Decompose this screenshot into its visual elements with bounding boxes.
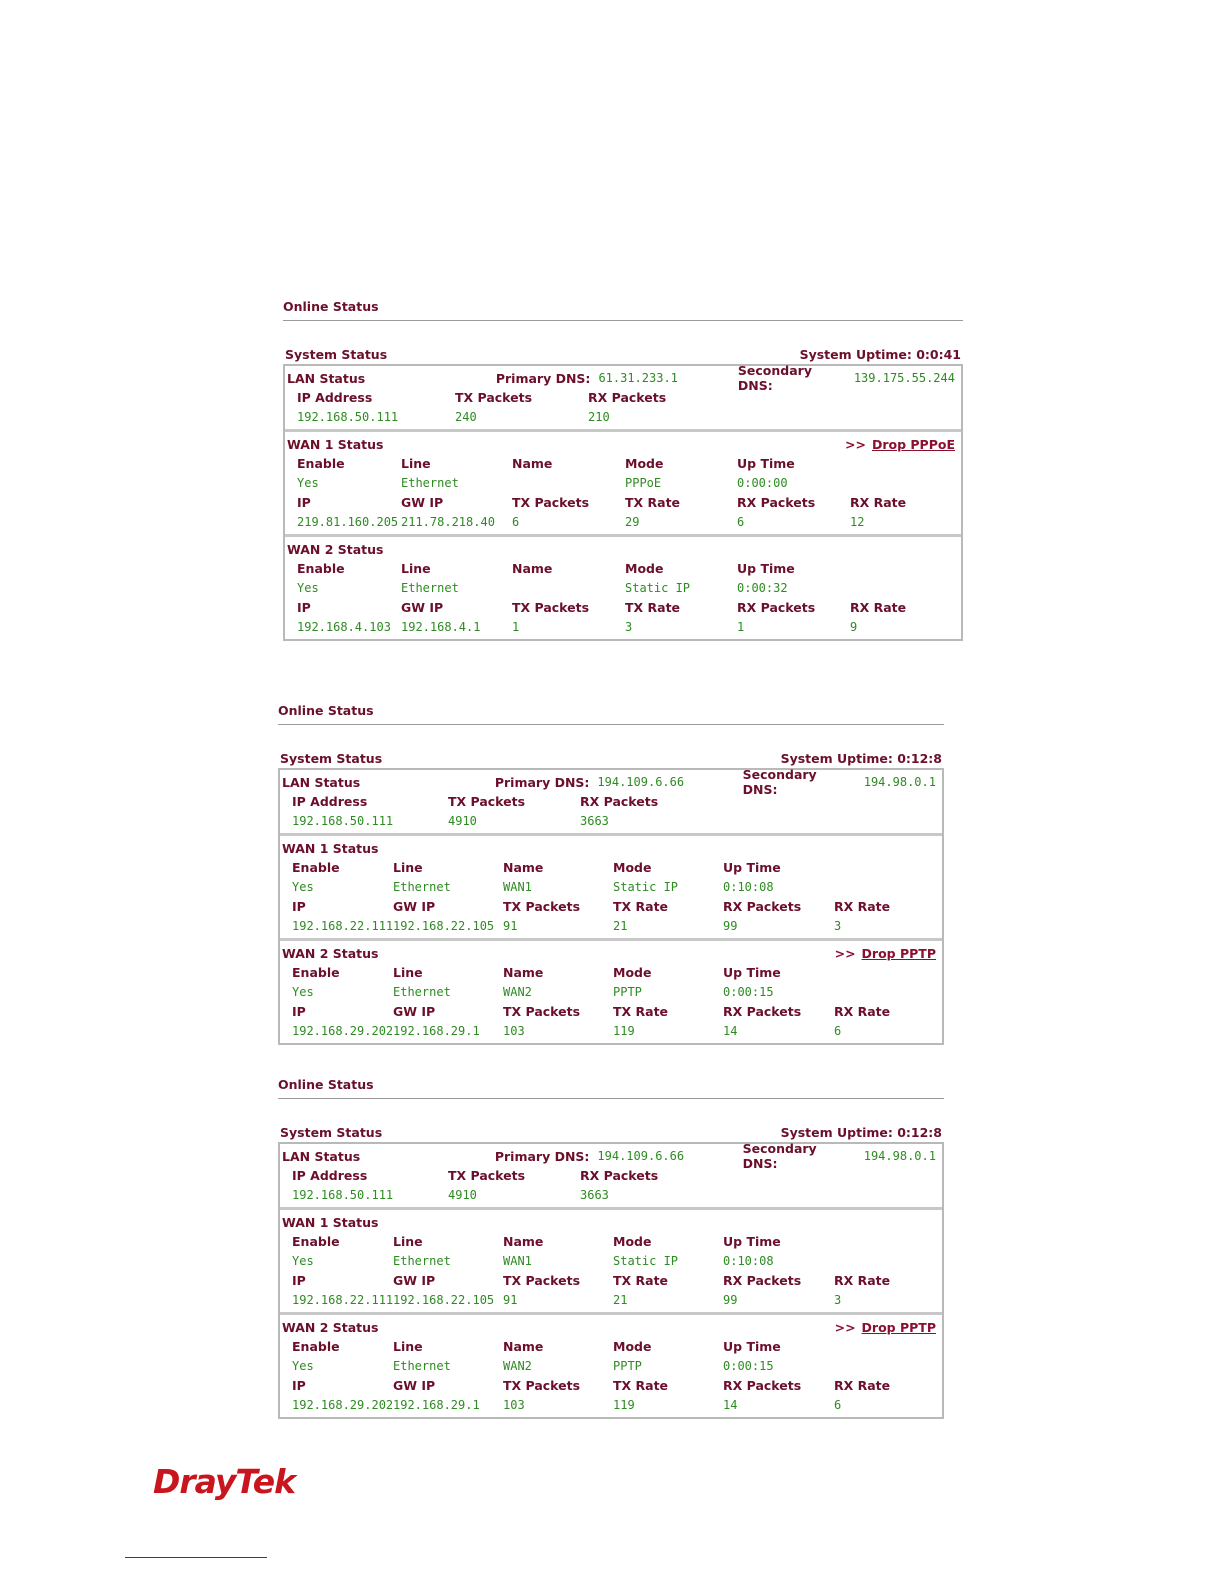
system-uptime: System Uptime: 0:12:8	[780, 1125, 942, 1140]
wan-header-rx-packets: RX Packets	[737, 600, 816, 615]
draytek-logo: DrayTek	[153, 1462, 296, 1501]
wan-value-name: WAN1	[503, 1253, 532, 1268]
wan-header-up-time: Up Time	[723, 965, 781, 980]
wan-value-rx-packets: 1	[737, 619, 745, 634]
wan-header-tx-packets: TX Packets	[503, 1004, 581, 1019]
wan1-status-section	[280, 833, 942, 938]
lan-status-title: LAN Status	[287, 370, 366, 386]
lan-status-title: LAN Status	[282, 1148, 361, 1164]
lan-value-tx-packets: 4910	[448, 813, 477, 828]
wan-header-mode: Mode	[625, 456, 664, 471]
wan-value-blank	[850, 474, 950, 494]
lan-status-table	[280, 792, 942, 831]
wan-status-header	[280, 838, 942, 858]
wan-header-up-time: Up Time	[737, 561, 795, 576]
wan-header-gw-ip: GW IP	[401, 600, 444, 615]
wan-header-up-time: Up Time	[723, 1339, 781, 1354]
wan-header-rx-packets: RX Packets	[723, 1004, 802, 1019]
wan-header-blank	[850, 559, 950, 579]
wan-header-rx-rate: RX Rate	[834, 1378, 891, 1393]
wan-header-ip: IP	[297, 600, 311, 615]
wan-value-ip: 192.168.29.202	[292, 1023, 394, 1038]
wan-value-rx-packets: 14	[723, 1397, 738, 1412]
lan-status-section	[285, 363, 961, 429]
secondary-dns-label: Secondary DNS:	[742, 767, 817, 797]
wan-header-tx-rate: TX Rate	[613, 899, 669, 914]
secondary-dns-label: Secondary DNS:	[742, 1141, 817, 1171]
wan-header-mode: Mode	[613, 860, 652, 875]
wan-value-blank	[834, 1252, 934, 1272]
wan-header-ip: IP	[297, 495, 311, 510]
wan-value-enable: Yes	[297, 475, 319, 490]
system-uptime: System Uptime: 0:12:8	[780, 751, 942, 766]
wan-header-tx-packets: TX Packets	[503, 1273, 581, 1288]
primary-dns-label: Primary DNS:	[494, 1148, 590, 1164]
wan-header-tx-rate: TX Rate	[625, 600, 681, 615]
wan-header-mode: Mode	[613, 965, 652, 980]
wan-value-tx-packets: 1	[512, 619, 520, 634]
wan-value-tx-rate: 21	[613, 1292, 628, 1307]
wan-value-tx-packets: 103	[503, 1023, 525, 1038]
double-chevron-right-icon: >>	[834, 945, 856, 961]
lan-header-rx-packets: RX Packets	[588, 390, 667, 405]
wan-value-enable: Yes	[297, 580, 319, 595]
drop-connection-label[interactable]: Drop PPTP	[861, 1319, 936, 1335]
wan-header-up-time: Up Time	[723, 860, 781, 875]
status-box	[283, 364, 963, 641]
drop-connection-link	[930, 841, 936, 856]
wan-header-enable: Enable	[297, 561, 345, 576]
lan-status-header	[280, 767, 942, 797]
wan-header-enable: Enable	[292, 965, 340, 980]
wan-value-blank	[850, 579, 950, 599]
panel-title: Online Status	[278, 703, 944, 725]
wan-value-ip: 192.168.4.103	[297, 619, 391, 634]
lan-value-tx-packets: 240	[455, 409, 477, 424]
status-box	[278, 768, 944, 1045]
system-status-label: System Status	[280, 751, 383, 766]
wan-status-title: WAN 2 Status	[282, 945, 379, 961]
wan-value-rx-rate: 3	[834, 918, 842, 933]
wan-value-mode: PPPoE	[625, 475, 662, 490]
wan-status-header	[285, 434, 961, 454]
wan-header-enable: Enable	[297, 456, 345, 471]
wan-value-rx-rate: 12	[850, 514, 865, 529]
drop-connection-link[interactable]	[835, 946, 936, 961]
primary-dns-value: 194.109.6.66	[597, 775, 685, 789]
wan-value-rx-packets: 14	[723, 1023, 738, 1038]
wan-value-up-time: 0:10:08	[723, 1253, 774, 1268]
wan-value-gw-ip: 192.168.4.1	[401, 619, 481, 634]
wan-header-rx-rate: RX Rate	[850, 495, 907, 510]
wan-value-name: WAN2	[503, 984, 532, 999]
online-status-panel	[278, 1077, 944, 1419]
wan-header-line: Line	[393, 965, 423, 980]
panel-title: Online Status	[278, 1077, 944, 1099]
wan-header-blank	[834, 1337, 934, 1357]
wan-header-gw-ip: GW IP	[393, 1273, 436, 1288]
wan-header-line: Line	[401, 561, 431, 576]
wan-value-tx-rate: 119	[613, 1023, 635, 1038]
system-uptime: System Uptime: 0:0:41	[799, 347, 961, 362]
panel-title: Online Status	[283, 299, 963, 321]
wan-value-ip: 192.168.22.111	[292, 1292, 394, 1307]
wan-value-up-time: 0:00:15	[723, 984, 774, 999]
online-status-panel	[283, 299, 963, 641]
wan-header-ip: IP	[292, 899, 306, 914]
secondary-dns-value: 194.98.0.1	[863, 1149, 936, 1163]
wan-header-up-time: Up Time	[723, 1234, 781, 1249]
wan-header-enable: Enable	[292, 860, 340, 875]
wan-header-ip: IP	[292, 1273, 306, 1288]
wan-header-ip: IP	[292, 1004, 306, 1019]
wan-value-rx-packets: 6	[737, 514, 745, 529]
wan-status-header	[280, 943, 942, 963]
wan-header-blank	[834, 1232, 934, 1252]
wan-value-ip: 192.168.22.111	[292, 918, 394, 933]
lan-value-rx-packets: 3663	[580, 1187, 609, 1202]
secondary-dns-value: 194.98.0.1	[863, 775, 936, 789]
wan-header-name: Name	[503, 1339, 544, 1354]
wan-value-ip: 192.168.29.202	[292, 1397, 394, 1412]
wan1-status-section	[280, 1207, 942, 1312]
wan-value-line: Ethernet	[401, 475, 459, 490]
lan-status-section	[280, 1141, 942, 1207]
wan-status-table	[285, 454, 961, 532]
wan-header-mode: Mode	[613, 1234, 652, 1249]
wan-header-name: Name	[503, 860, 544, 875]
wan-header-rx-packets: RX Packets	[723, 899, 802, 914]
wan-value-enable: Yes	[292, 1253, 314, 1268]
wan-value-line: Ethernet	[393, 984, 451, 999]
wan-header-name: Name	[503, 965, 544, 980]
lan-header-tx-packets: TX Packets	[448, 1168, 526, 1183]
wan-header-rx-packets: RX Packets	[737, 495, 816, 510]
wan-header-line: Line	[401, 456, 431, 471]
wan-header-name: Name	[512, 561, 553, 576]
wan-value-rx-rate: 6	[834, 1397, 842, 1412]
drop-connection-link[interactable]	[835, 1320, 936, 1335]
drop-connection-label[interactable]: Drop PPTP	[861, 945, 936, 961]
wan-value-mode: Static IP	[625, 580, 691, 595]
wan-value-up-time: 0:10:08	[723, 879, 774, 894]
wan-header-enable: Enable	[292, 1339, 340, 1354]
wan-header-line: Line	[393, 1234, 423, 1249]
wan-header-tx-packets: TX Packets	[503, 1378, 581, 1393]
lan-header-tx-packets: TX Packets	[448, 794, 526, 809]
primary-dns	[495, 775, 743, 790]
lan-header-ip-address: IP Address	[292, 1168, 368, 1183]
primary-dns-label: Primary DNS:	[494, 774, 590, 790]
wan-value-gw-ip: 192.168.22.105	[393, 1292, 495, 1307]
secondary-dns-value: 139.175.55.244	[853, 371, 955, 385]
wan-status-title: WAN 1 Status	[282, 840, 379, 856]
primary-dns-value: 61.31.233.1	[598, 371, 678, 385]
drop-connection-link	[949, 542, 955, 557]
wan-header-tx-packets: TX Packets	[512, 495, 590, 510]
wan-value-line: Ethernet	[393, 1358, 451, 1373]
system-status-row	[283, 347, 963, 364]
lan-status-title: LAN Status	[282, 774, 361, 790]
wan-status-title: WAN 2 Status	[282, 1319, 379, 1335]
wan-value-rx-rate: 9	[850, 619, 858, 634]
wan-value-tx-rate: 119	[613, 1397, 635, 1412]
wan-status-title: WAN 1 Status	[282, 1214, 379, 1230]
wan-value-tx-rate: 21	[613, 918, 628, 933]
system-status-row	[278, 1125, 944, 1142]
lan-header-tx-packets: TX Packets	[455, 390, 533, 405]
wan-value-tx-rate: 29	[625, 514, 640, 529]
wan-value-rx-packets: 99	[723, 1292, 738, 1307]
secondary-dns-label: Secondary DNS:	[737, 363, 812, 393]
wan-value-gw-ip: 211.78.218.40	[401, 514, 495, 529]
system-status-label: System Status	[285, 347, 388, 362]
wan-value-tx-packets: 91	[503, 918, 518, 933]
wan-value-line: Ethernet	[393, 1253, 451, 1268]
wan-value-line: Ethernet	[393, 879, 451, 894]
wan-value-tx-packets: 103	[503, 1397, 525, 1412]
wan2-status-section	[280, 938, 942, 1043]
wan-value-blank	[834, 1357, 934, 1377]
wan-header-blank	[850, 454, 950, 474]
double-chevron-right-icon: >>	[834, 1319, 856, 1335]
wan-header-enable: Enable	[292, 1234, 340, 1249]
wan-value-name	[512, 579, 625, 599]
primary-dns	[496, 371, 738, 386]
wan-value-rx-packets: 99	[723, 918, 738, 933]
lan-value-rx-packets: 210	[588, 409, 610, 424]
wan-status-table	[280, 1337, 942, 1415]
wan2-status-section	[280, 1312, 942, 1417]
wan-value-gw-ip: 192.168.22.105	[393, 918, 495, 933]
wan-status-header	[280, 1212, 942, 1232]
wan-header-rx-rate: RX Rate	[834, 1004, 891, 1019]
wan-value-gw-ip: 192.168.29.1	[393, 1023, 480, 1038]
wan-value-blank	[834, 878, 934, 898]
wan-header-rx-rate: RX Rate	[834, 899, 891, 914]
system-status-label: System Status	[280, 1125, 383, 1140]
lan-status-header	[285, 363, 961, 393]
wan-value-mode: PPTP	[613, 1358, 642, 1373]
lan-status-table	[280, 1166, 942, 1205]
wan-header-tx-rate: TX Rate	[613, 1378, 669, 1393]
wan-value-up-time: 0:00:32	[737, 580, 788, 595]
lan-status-header	[280, 1141, 942, 1171]
wan-status-title: WAN 1 Status	[287, 436, 384, 452]
wan-header-tx-packets: TX Packets	[503, 899, 581, 914]
wan-header-tx-rate: TX Rate	[625, 495, 681, 510]
wan-value-rx-rate: 6	[834, 1023, 842, 1038]
wan-status-table	[285, 559, 961, 637]
wan-header-name: Name	[503, 1234, 544, 1249]
drop-connection-label[interactable]: Drop PPPoE	[871, 436, 955, 452]
wan-header-blank	[834, 858, 934, 878]
lan-value-ip-address: 192.168.50.111	[297, 409, 399, 424]
wan-header-tx-packets: TX Packets	[512, 600, 590, 615]
double-chevron-right-icon: >>	[845, 436, 866, 452]
wan-header-up-time: Up Time	[737, 456, 795, 471]
lan-header-ip-address: IP Address	[292, 794, 368, 809]
wan-value-enable: Yes	[292, 1358, 314, 1373]
wan-value-gw-ip: 192.168.29.1	[393, 1397, 480, 1412]
wan-header-gw-ip: GW IP	[393, 899, 436, 914]
lan-value-tx-packets: 4910	[448, 1187, 477, 1202]
wan-value-blank	[834, 983, 934, 1003]
wan-header-name: Name	[512, 456, 553, 471]
wan-status-header	[280, 1317, 942, 1337]
wan-value-name: WAN1	[503, 879, 532, 894]
wan-header-ip: IP	[292, 1378, 306, 1393]
wan-header-rx-rate: RX Rate	[834, 1273, 891, 1288]
wan-header-rx-packets: RX Packets	[723, 1378, 802, 1393]
wan-header-rx-packets: RX Packets	[723, 1273, 802, 1288]
wan-value-tx-packets: 6	[512, 514, 520, 529]
wan-value-tx-rate: 3	[625, 619, 633, 634]
lan-value-ip-address: 192.168.50.111	[292, 1187, 394, 1202]
status-box	[278, 1142, 944, 1419]
primary-dns-label: Primary DNS:	[495, 370, 591, 386]
wan-header-gw-ip: GW IP	[401, 495, 444, 510]
wan-value-up-time: 0:00:15	[723, 1358, 774, 1373]
wan-status-table	[280, 1232, 942, 1310]
lan-header-rx-packets: RX Packets	[580, 1168, 659, 1183]
wan-header-gw-ip: GW IP	[393, 1378, 436, 1393]
lan-status-section	[280, 767, 942, 833]
system-status-row	[278, 751, 944, 768]
primary-dns	[495, 1149, 743, 1164]
wan-value-line: Ethernet	[401, 580, 459, 595]
wan-status-table	[280, 963, 942, 1041]
wan-value-tx-packets: 91	[503, 1292, 518, 1307]
lan-value-ip-address: 192.168.50.111	[292, 813, 394, 828]
wan-header-line: Line	[393, 860, 423, 875]
lan-value-rx-packets: 3663	[580, 813, 609, 828]
wan-value-rx-rate: 3	[834, 1292, 842, 1307]
lan-status-table	[285, 388, 961, 427]
wan-header-tx-rate: TX Rate	[613, 1273, 669, 1288]
primary-dns-value: 194.109.6.66	[597, 1149, 685, 1163]
lan-header-ip-address: IP Address	[297, 390, 373, 405]
wan-value-name	[512, 474, 625, 494]
wan-header-gw-ip: GW IP	[393, 1004, 436, 1019]
wan-header-tx-rate: TX Rate	[613, 1004, 669, 1019]
wan-status-title: WAN 2 Status	[287, 541, 384, 557]
drop-connection-link	[930, 1215, 936, 1230]
wan1-status-section	[285, 429, 961, 534]
wan-status-header	[285, 539, 961, 559]
wan-header-mode: Mode	[625, 561, 664, 576]
drop-connection-link[interactable]	[845, 437, 955, 452]
wan-header-blank	[834, 963, 934, 983]
lan-header-rx-packets: RX Packets	[580, 794, 659, 809]
footer-divider	[125, 1557, 267, 1558]
wan-value-mode: Static IP	[613, 879, 679, 894]
wan-value-ip: 219.81.160.205	[297, 514, 399, 529]
online-status-panel	[278, 703, 944, 1045]
wan-value-enable: Yes	[292, 984, 314, 999]
wan-header-line: Line	[393, 1339, 423, 1354]
wan-value-mode: PPTP	[613, 984, 642, 999]
wan2-status-section	[285, 534, 961, 639]
wan-value-name: WAN2	[503, 1358, 532, 1373]
wan-value-enable: Yes	[292, 879, 314, 894]
wan-value-up-time: 0:00:00	[737, 475, 788, 490]
wan-header-mode: Mode	[613, 1339, 652, 1354]
wan-header-rx-rate: RX Rate	[850, 600, 907, 615]
wan-status-table	[280, 858, 942, 936]
wan-value-mode: Static IP	[613, 1253, 679, 1268]
